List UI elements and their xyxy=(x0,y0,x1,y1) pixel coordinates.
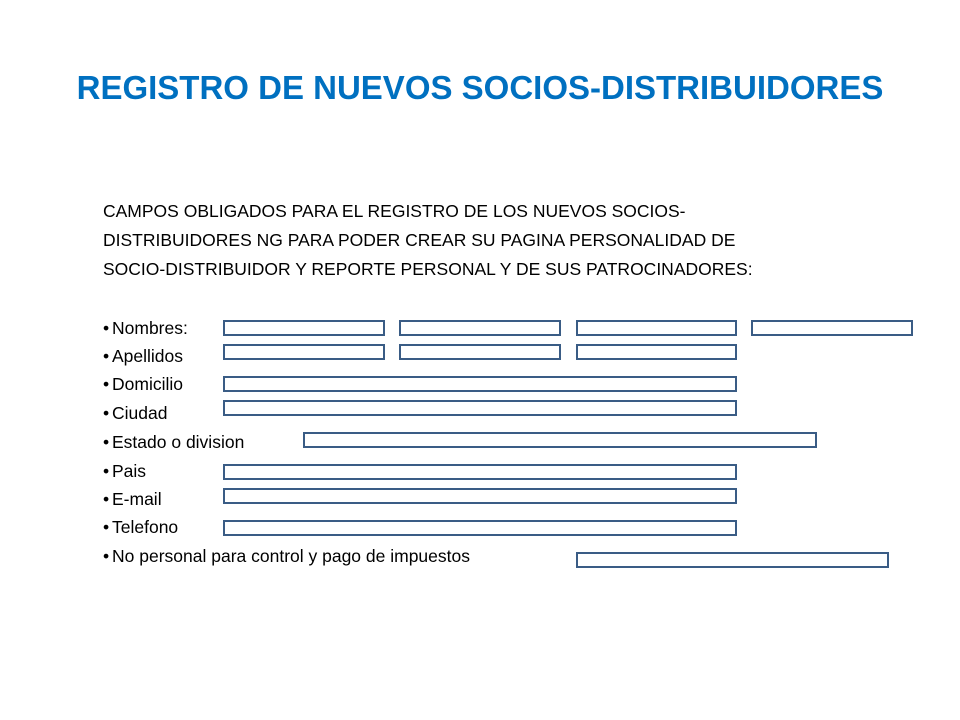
label-no-personal xyxy=(103,545,470,567)
apellidos-input-1[interactable] xyxy=(223,344,385,360)
label-email xyxy=(103,488,162,510)
label-ciudad xyxy=(103,402,167,424)
label-estado xyxy=(103,431,244,453)
pais-input[interactable] xyxy=(223,464,737,480)
bullet-icon: • xyxy=(103,489,110,509)
label-apellidos-text: Apellidos xyxy=(112,346,184,366)
label-domicilio-text: Domicilio xyxy=(112,374,183,394)
label-email-text: E-mail xyxy=(112,489,162,509)
label-estado-text: Estado o division xyxy=(112,432,245,452)
bullet-icon: • xyxy=(103,318,110,338)
bullet-icon: • xyxy=(103,461,110,481)
estado-input[interactable] xyxy=(303,432,817,448)
intro-line-3: SOCIO-DISTRIBUIDOR Y REPORTE PERSONAL Y DE SUS PATROCINADORES: xyxy=(103,259,753,279)
label-pais xyxy=(103,460,146,482)
telefono-input[interactable] xyxy=(223,520,737,536)
bullet-icon: • xyxy=(103,546,110,566)
apellidos-input-2[interactable] xyxy=(399,344,561,360)
bullet-icon: • xyxy=(103,346,110,366)
apellidos-input-3[interactable] xyxy=(576,344,737,360)
nombres-input-4[interactable] xyxy=(751,320,913,336)
bullet-icon: • xyxy=(103,432,110,452)
page-title: REGISTRO DE NUEVOS SOCIOS-DISTRIBUIDORES xyxy=(76,69,884,106)
email-input[interactable] xyxy=(223,488,737,504)
bullet-icon: • xyxy=(103,374,110,394)
tax-id-input[interactable] xyxy=(576,552,889,568)
label-apellidos xyxy=(103,345,183,367)
nombres-input-1[interactable] xyxy=(223,320,385,336)
domicilio-input[interactable] xyxy=(223,376,737,392)
nombres-input-3[interactable] xyxy=(576,320,737,336)
label-ciudad-text: Ciudad xyxy=(112,403,168,423)
bullet-icon: • xyxy=(103,517,110,537)
label-domicilio xyxy=(103,373,183,395)
intro-line-1: CAMPOS OBLIGADOS PARA EL REGISTRO DE LOS NUEVOS SOCIOS- xyxy=(103,201,686,221)
label-telefono-text: Telefono xyxy=(112,517,179,537)
label-no-personal-text: No personal para control y pago de impuestos xyxy=(112,546,470,566)
intro-text xyxy=(103,197,863,284)
ciudad-input[interactable] xyxy=(223,400,737,416)
intro-line-2: DISTRIBUIDORES NG PARA PODER CREAR SU PAGINA PERSONALIDAD DE xyxy=(103,230,736,250)
label-pais-text: Pais xyxy=(112,461,147,481)
label-nombres xyxy=(103,317,188,339)
nombres-input-2[interactable] xyxy=(399,320,561,336)
label-nombres-text: Nombres: xyxy=(112,318,188,338)
label-telefono xyxy=(103,516,178,538)
bullet-icon: • xyxy=(103,403,110,423)
